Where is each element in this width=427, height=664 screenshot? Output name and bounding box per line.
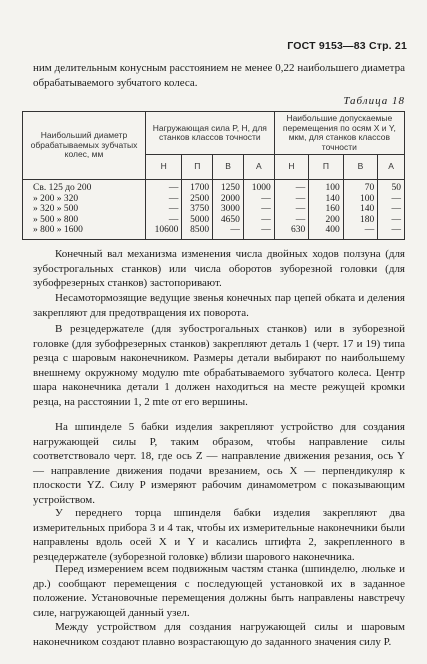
paragraph-7: Между устройством для создания нагружающей силы и шаровым наконечником создают плавно возрастающую до заданного значения силу P. bbox=[33, 621, 405, 648]
data-table bbox=[22, 111, 405, 240]
force-cell: 1000 bbox=[243, 180, 274, 194]
disp-cell: 140 bbox=[343, 204, 378, 215]
header-displacement: Наибольшие допускаемые перемещения по осям X и Y, мкм, для станков классов точности bbox=[274, 112, 404, 155]
diameter-cell: » 200 » 320 bbox=[23, 194, 146, 205]
paragraph-1: Конечный вал механизма изменения числа двойных ходов ползуна (для зубострогальных станков) или числа оборотов зуборезной головки (для зубофрезерных станков) застопоривают. bbox=[33, 248, 405, 290]
force-cell: 8500 bbox=[182, 225, 213, 239]
paragraph-6: Перед измерением всем подвижным частям станка (шпинделю, люльке и др.) сообщают перемещения с последующей установкой их в заданное положение. Установочные перемещения должны быть направлены навстречу силе, нагружающей данный узел. bbox=[33, 563, 405, 619]
intro-paragraph: ним делительным конусным расстоянием не менее 0,22 наибольшего диаметра обрабатываемого зубчатого колеса. bbox=[33, 62, 405, 89]
disp-cell: 140 bbox=[309, 194, 344, 205]
disp-cell: 160 bbox=[309, 204, 344, 215]
force-cell: 2000 bbox=[213, 194, 244, 205]
header-force: Нагружающая сила P, Н, для станков классов точности bbox=[146, 112, 275, 155]
disp-cell: — bbox=[274, 180, 309, 194]
class-header: А bbox=[243, 155, 274, 180]
class-header: В bbox=[213, 155, 244, 180]
disp-cell: 50 bbox=[378, 180, 405, 194]
force-cell: — bbox=[213, 225, 244, 239]
diameter-cell: Св. 125 до 200 bbox=[23, 180, 146, 194]
header-diameter: Наибольший диаметр обрабатываемых зубчатых колес, мм bbox=[23, 112, 146, 180]
force-cell: 3750 bbox=[182, 204, 213, 215]
force-cell: 4650 bbox=[213, 215, 244, 226]
paragraph-5: У переднего торца шпинделя бабки изделия закрепляют два измерительных прибора 3 и 4 так, чтобы их измерительные наконечники были направлены вдоль осей X и Y и касались штифта 2, закрепленного в резцедержателе (зуборезной головке) вблизи шарового наконечника. bbox=[33, 507, 405, 563]
paragraph-2: Несамотормозящие ведущие звенья конечных пар цепей обката и деления закрепляют для предотвращения их поворота. bbox=[33, 292, 405, 319]
class-header: Н bbox=[146, 155, 182, 180]
disp-cell: 400 bbox=[309, 225, 344, 239]
disp-cell: 630 bbox=[274, 225, 309, 239]
force-cell: 2500 bbox=[182, 194, 213, 205]
table-row bbox=[23, 194, 405, 205]
diameter-cell: » 320 » 500 bbox=[23, 204, 146, 215]
table-row bbox=[23, 215, 405, 226]
class-header: А bbox=[378, 155, 405, 180]
diameter-cell: » 800 » 1600 bbox=[23, 225, 146, 239]
disp-cell: 100 bbox=[343, 194, 378, 205]
force-cell: — bbox=[243, 204, 274, 215]
page-header: ГОСТ 9153—83 Стр. 21 bbox=[287, 40, 407, 52]
table-caption: Таблица 18 bbox=[343, 95, 405, 107]
force-cell: 10600 bbox=[146, 225, 182, 239]
disp-cell: — bbox=[343, 225, 378, 239]
disp-cell: — bbox=[274, 204, 309, 215]
diameter-cell: » 500 » 800 bbox=[23, 215, 146, 226]
class-header: Н bbox=[274, 155, 309, 180]
disp-cell: — bbox=[274, 194, 309, 205]
disp-cell: — bbox=[378, 215, 405, 226]
force-cell: — bbox=[243, 215, 274, 226]
disp-cell: — bbox=[378, 225, 405, 239]
disp-cell: — bbox=[274, 215, 309, 226]
force-cell: 1250 bbox=[213, 180, 244, 194]
class-header: П bbox=[309, 155, 344, 180]
force-cell: — bbox=[146, 194, 182, 205]
table-row bbox=[23, 225, 405, 239]
force-cell: 3000 bbox=[213, 204, 244, 215]
disp-cell: — bbox=[378, 194, 405, 205]
table-row bbox=[23, 204, 405, 215]
force-cell: — bbox=[146, 180, 182, 194]
disp-cell: 180 bbox=[343, 215, 378, 226]
force-cell: 5000 bbox=[182, 215, 213, 226]
force-cell: 1700 bbox=[182, 180, 213, 194]
disp-cell: 200 bbox=[309, 215, 344, 226]
disp-cell: 70 bbox=[343, 180, 378, 194]
disp-cell: 100 bbox=[309, 180, 344, 194]
force-cell: — bbox=[146, 215, 182, 226]
force-cell: — bbox=[243, 225, 274, 239]
table-row bbox=[23, 180, 405, 194]
force-cell: — bbox=[146, 204, 182, 215]
class-header: П bbox=[182, 155, 213, 180]
disp-cell: — bbox=[378, 204, 405, 215]
paragraph-4: На шпинделе 5 бабки изделия закрепляют устройство для создания нагружающей силы P, таким образом, чтобы направление силы соответствовало черт. 18, где ось Z — направление движения резания, ось Y — направление движения подачи врезанием, ось X — перпендикуляр к плоскости YZ. Силу P измеряют рабочим динамометром с показывающим устройством. bbox=[33, 421, 405, 506]
class-header: В bbox=[343, 155, 378, 180]
force-cell: — bbox=[243, 194, 274, 205]
paragraph-3: В резцедержателе (для зубострогальных станков) или в зуборезной головке (для зубофрезерных станков) закрепляют деталь 1 (черт. 17 и 19) типа резца с шаровым наконечником. Размеры детали выбирают по наибольшему внешнему окружному модулю mte обрабатываемого зубчатого колеса. Центр шара наконечника детали 1 должен находиться на месте режущей кромки резца, на расстоянии 1, 2 mte от его вершины. bbox=[33, 323, 405, 408]
